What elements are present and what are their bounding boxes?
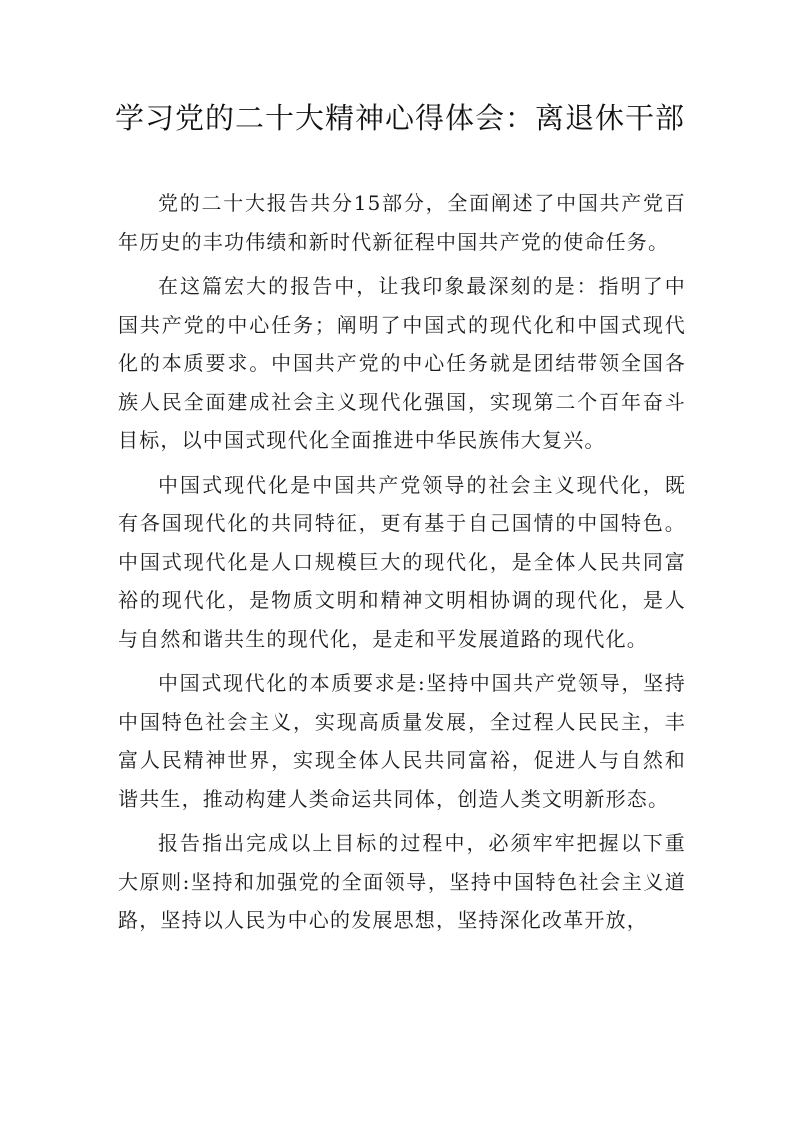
document-title: 学习党的二十大精神心得体会：离退休干部	[114, 101, 685, 135]
paragraph-1: 党的二十大报告共分15部分，全面阐述了中国共产党百年历史的丰功伟绩和新时代新征程中国共产党的使命任务。	[118, 191, 686, 254]
paragraph-3: 中国式现代化是中国共产党领导的社会主义现代化，既有各国现代化的共同特征，更有基于自己国情的中国特色。中国式现代化是人口规模巨大的现代化，是全体人民共同富裕的现代化，是物质文明和精神文明相协调的现代化，是人与自然和谐共生的现代化，是走和平发展道路的现代化。	[118, 472, 686, 651]
document-body	[118, 184, 686, 946]
paragraph-4: 中国式现代化的本质要求是:坚持中国共产党领导，坚持中国特色社会主义，实现高质量发展，全过程人民民主，丰富人民精神世界，实现全体人民共同富裕，促进人与自然和谐共生，推动构建人类命运共同体，创造人类文明新形态。	[118, 671, 686, 811]
paragraph-2: 在这篇宏大的报告中，让我印象最深刻的是：指明了中国共产党的中心任务；阐明了中国式的现代化和中国式现代化的本质要求。中国共产党的中心任务就是团结带领全国各族人民全面建成社会主义现代化强国，实现第二个百年奋斗目标，以中国式现代化全面推进中华民族伟大复兴。	[118, 274, 686, 452]
paragraph-5: 报告指出完成以上目标的过程中，必须牢牢把握以下重大原则:坚持和加强党的全面领导，坚持中国特色社会主义道路，坚持以人民为中心的发展思想，坚持深化改革开放，	[118, 831, 686, 932]
